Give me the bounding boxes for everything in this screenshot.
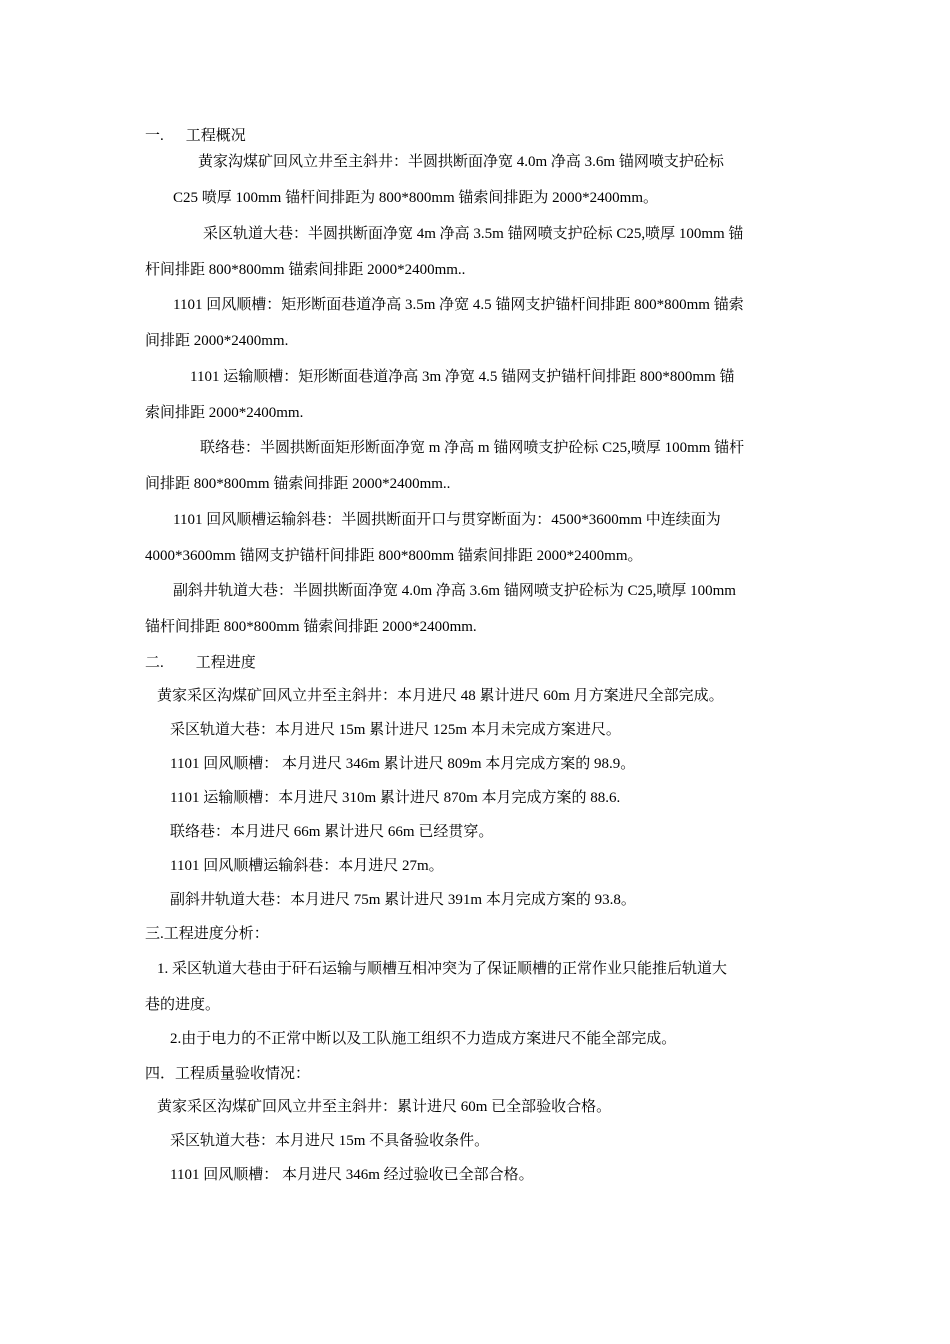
progress-line: 联络巷：本月进尺 66m 累计进尺 66m 已经贯穿。 [170,824,494,840]
progress-line: 1101 运输顺槽：本月进尺 310m 累计进尺 870m 本月完成方案的 88.6. [170,790,621,806]
section-2-heading [145,654,256,672]
paragraph-line: 1101 运输顺槽：矩形断面巷道净高 3m 净宽 4.5 锚网支护锚杆间排距 800*800mm 锚 [190,369,735,385]
section-2-number: 二. [145,655,164,671]
paragraph-line: 索间排距 2000*2400mm. [145,405,304,421]
section-1-number: 一. [145,128,164,144]
paragraph-line: 锚杆间排距 800*800mm 锚索间排距 2000*2400mm. [145,619,477,635]
paragraph-line: 黄家沟煤矿回风立井至主斜井：半圆拱断面净宽 4.0m 净高 3.6m 锚网喷支护砼标 [198,154,724,170]
analysis-line: 1. 采区轨道大巷由于矸石运输与顺槽互相冲突为了保证顺槽的正常作业只能推后轨道大 [157,961,728,977]
paragraph-line: 间排距 2000*2400mm. [145,333,289,349]
paragraph-line: 1101 回风顺槽运输斜巷：半圆拱断面开口与贯穿断面为：4500*3600mm 中连续面为 [173,512,721,528]
progress-line: 副斜井轨道大巷：本月进尺 75m 累计进尺 391m 本月完成方案的 93.8。 [170,892,636,908]
progress-line: 采区轨道大巷：本月进尺 15m 累计进尺 125m 本月未完成方案进尺。 [170,722,621,738]
paragraph-line: C25 喷厚 100mm 锚杆间排距为 800*800mm 锚索间排距为 2000*2400mm。 [173,190,659,206]
paragraph-line: 4000*3600mm 锚网支护锚杆间排距 800*800mm 锚索间排距 2000*2400mm。 [145,548,643,564]
section-3-heading: 三.工程进度分析： [145,926,269,942]
paragraph-line: 副斜井轨道大巷：半圆拱断面净宽 4.0m 净高 3.6m 锚网喷支护砼标为 C25,喷厚 100mm [173,583,736,599]
analysis-line: 2.由于电力的不正常中断以及工队施工组织不力造成方案进尺不能全部完成。 [170,1031,677,1047]
quality-line: 1101 回风顺槽： 本月进尺 346m 经过验收已全部合格。 [170,1167,534,1183]
quality-line: 采区轨道大巷：本月进尺 15m 不具备验收条件。 [170,1133,490,1149]
paragraph-line: 间排距 800*800mm 锚索间排距 2000*2400mm.. [145,476,451,492]
paragraph-line: 杆间排距 800*800mm 锚索间排距 2000*2400mm.. [145,262,466,278]
quality-line: 黄家采区沟煤矿回风立井至主斜井：累计进尺 60m 已全部验收合格。 [157,1099,612,1115]
section-1-heading [145,127,246,145]
analysis-line: 巷的进度。 [145,997,221,1013]
progress-line: 1101 回风顺槽： 本月进尺 346m 累计进尺 809m 本月完成方案的 98.9。 [170,756,636,772]
progress-line: 黄家采区沟煤矿回风立井至主斜井：本月进尺 48 累计进尺 60m 月方案进尺全部完成。 [157,688,724,704]
section-4-heading: 四．工程质量验收情况： [145,1066,311,1082]
paragraph-line: 1101 回风顺槽：矩形断面巷道净高 3.5m 净宽 4.5 锚网支护锚杆间排距 800*800mm 锚索 [173,297,744,313]
section-2-title: 工程进度 [195,655,256,671]
section-1-title: 工程概况 [185,128,246,144]
paragraph-line: 采区轨道大巷：半圆拱断面净宽 4m 净高 3.5m 锚网喷支护砼标 C25,喷厚 100mm 锚 [203,226,744,242]
progress-line: 1101 回风顺槽运输斜巷：本月进尺 27m。 [170,858,444,874]
paragraph-line: 联络巷：半圆拱断面矩形断面净宽 m 净高 m 锚网喷支护砼标 C25,喷厚 100mm 锚杆 [200,440,745,456]
